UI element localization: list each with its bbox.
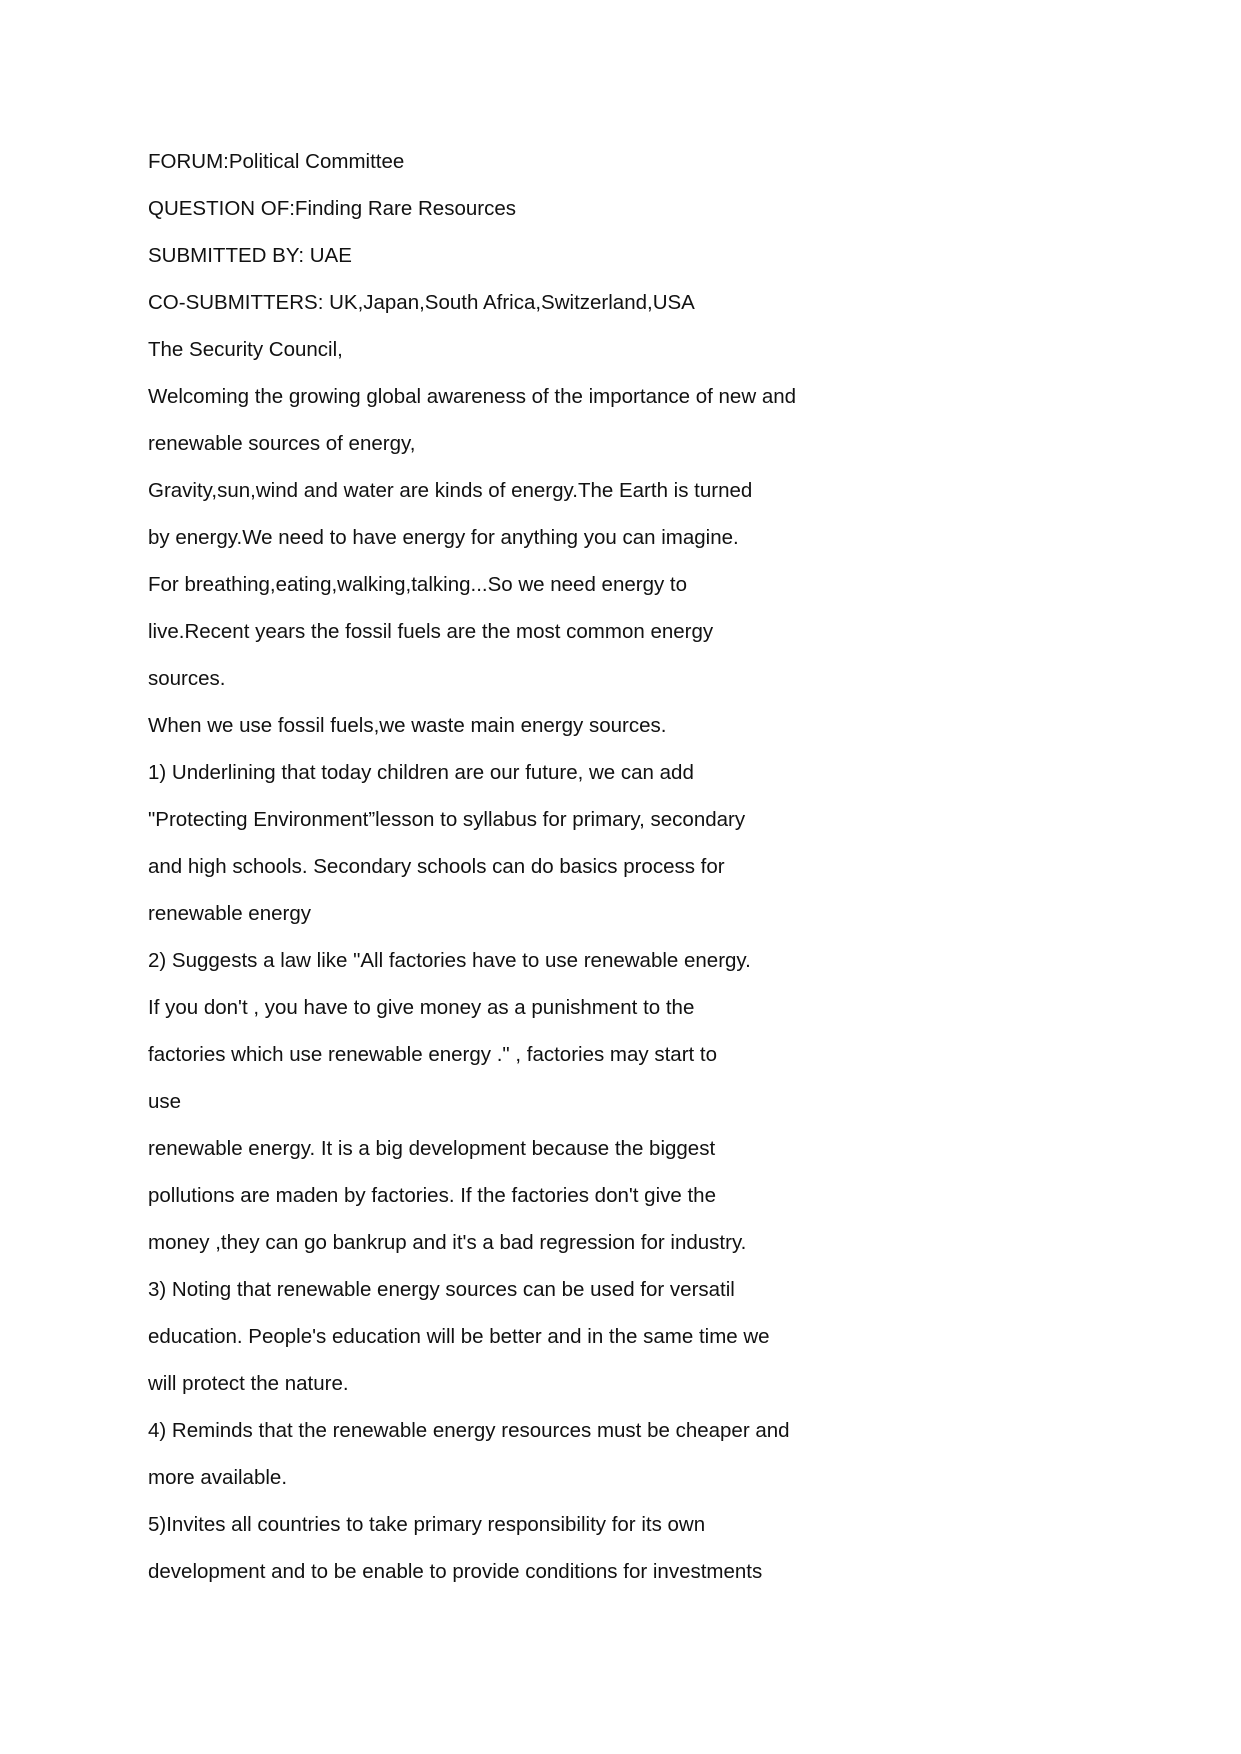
clause-5-line: 5)Invites all countries to take primary responsibility for its own: [148, 1513, 706, 1536]
body-line: by energy.We need to have energy for anything you can imagine.: [148, 526, 739, 549]
preamble-line: renewable sources of energy,: [148, 432, 416, 455]
clause-3-line: 3) Noting that renewable energy sources can be used for versatil: [148, 1278, 735, 1301]
clause-1-line: 1) Underlining that today children are our future, we can add: [148, 761, 694, 784]
body-line: live.Recent years the fossil fuels are the most common energy: [148, 620, 714, 643]
forum-line: FORUM:Political Committee: [148, 150, 405, 173]
clause-2-line: use: [148, 1090, 182, 1113]
clause-2-line: 2) Suggests a law like "All factories have to use renewable energy.: [148, 949, 751, 972]
resolution-text: [148, 146, 1048, 1603]
preamble-line: Welcoming the growing global awareness of the importance of new and: [148, 385, 797, 408]
clause-4-line: 4) Reminds that the renewable energy resources must be cheaper and: [148, 1419, 790, 1442]
co-submitters-line: CO-SUBMITTERS: UK,Japan,South Africa,Switzerland,USA: [148, 291, 695, 314]
clause-1-line: and high schools. Secondary schools can do basics process for: [148, 855, 725, 878]
question-line: QUESTION OF:Finding Rare Resources: [148, 197, 516, 220]
clause-5-line: development and to be enable to provide conditions for investments: [148, 1560, 763, 1583]
clause-3-line: will protect the nature.: [148, 1372, 349, 1395]
clause-3-line: education. People's education will be better and in the same time we: [148, 1325, 770, 1348]
body-line: sources.: [148, 667, 226, 690]
body-line: Gravity,sun,wind and water are kinds of energy.The Earth is turned: [148, 479, 753, 502]
clause-2-line: money ,they can go bankrup and it's a bad regression for industry.: [148, 1231, 747, 1254]
clause-2-line: If you don't , you have to give money as a punishment to the: [148, 996, 695, 1019]
submitted-by-line: SUBMITTED BY: UAE: [148, 244, 352, 267]
clause-2-line: renewable energy. It is a big development because the biggest: [148, 1137, 716, 1160]
council-line: The Security Council,: [148, 338, 343, 361]
clause-1-line: renewable energy: [148, 902, 311, 925]
body-line: When we use fossil fuels,we waste main energy sources.: [148, 714, 667, 737]
clause-1-line: "Protecting Environment”lesson to syllabus for primary, secondary: [148, 808, 746, 831]
clause-4-line: more available.: [148, 1466, 288, 1489]
clause-2-line: pollutions are maden by factories. If the factories don't give the: [148, 1184, 716, 1207]
clause-2-line: factories which use renewable energy ." , factories may start to: [148, 1043, 718, 1066]
body-line: For breathing,eating,walking,talking...So we need energy to: [148, 573, 688, 596]
